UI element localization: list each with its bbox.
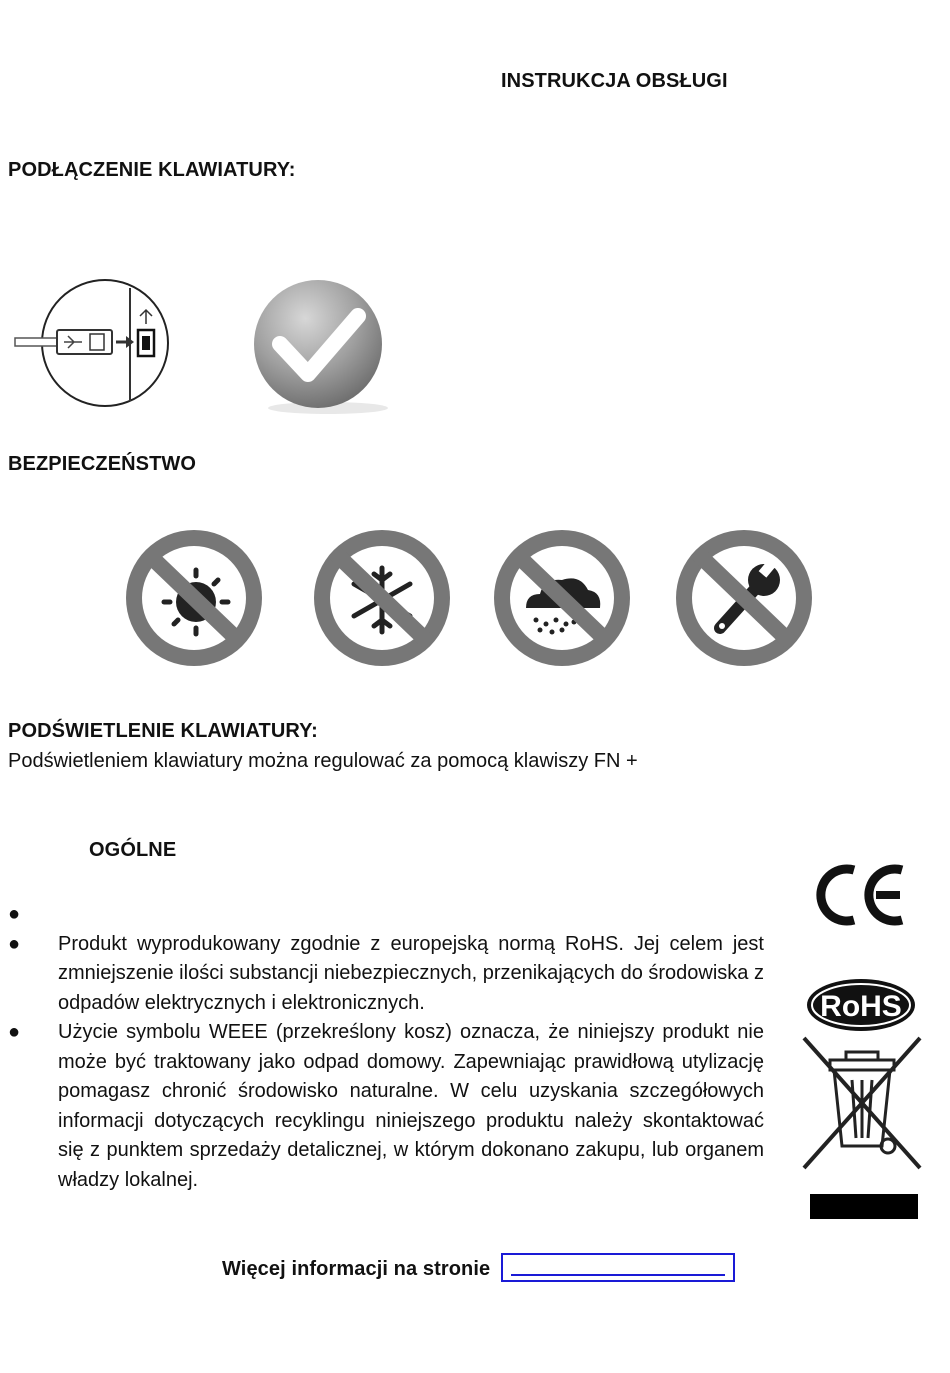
bullet-icon: ● bbox=[8, 932, 21, 955]
page-title: INSTRUKCJA OBSŁUGI bbox=[501, 70, 728, 92]
usb-plug-icon bbox=[12, 276, 174, 412]
no-tools-icon bbox=[668, 526, 820, 678]
backlight-heading: PODŚWIETLENIE KLAWIATURY: bbox=[8, 720, 318, 742]
rohs-badge-icon bbox=[806, 978, 916, 1032]
general-heading: OGÓLNE bbox=[89, 839, 177, 861]
website-link[interactable] bbox=[501, 1253, 735, 1282]
no-frost-icon bbox=[306, 526, 458, 678]
link-underline bbox=[511, 1274, 725, 1276]
general-bullets bbox=[8, 900, 764, 1195]
list-item: ● Produkt wyprodukowany zgodnie z europejską normą RoHS. Jej celem jest zmniejszenie ilości substancji niebezpiecznych, przenikających do środowiska z odpadów elektrycznych i elektronicznych. bbox=[8, 930, 764, 1019]
safety-heading: BEZPIECZEŃSTWO bbox=[8, 453, 197, 475]
weee-bin-icon bbox=[800, 1034, 924, 1172]
no-sun-icon bbox=[118, 526, 270, 678]
rohs-label: RoHS bbox=[820, 990, 902, 1023]
connection-heading: PODŁĄCZENIE KLAWIATURY: bbox=[8, 159, 296, 181]
bullet-icon: ● bbox=[8, 903, 21, 925]
no-rain-icon bbox=[486, 526, 638, 678]
bullet-icon: ● bbox=[8, 1021, 21, 1043]
black-bar bbox=[810, 1194, 918, 1219]
ce-mark-icon bbox=[812, 862, 906, 928]
backlight-text: Podświetleniem klawiatury można regulować za pomocą klawiszy FN + bbox=[8, 750, 638, 772]
list-item bbox=[8, 900, 764, 930]
checkmark-icon bbox=[250, 278, 396, 416]
list-item: ● Użycie symbolu WEEE (przekreślony kosz) oznacza, że niniejszy produkt nie może być traktowany jako odpad domowy. Zapewniając prawidłową utylizację pomagasz chronić środowisko naturalne. W celu uzyskania szczegółowych informacji dotyczących recyklingu niniejszego produktu należy skontaktować się z punktem sprzedaży detalicznej, w którym dokonano zakupu, lub organem władzy lokalnej. bbox=[8, 1018, 764, 1195]
footer-text: Więcej informacji na stronie bbox=[222, 1258, 491, 1280]
